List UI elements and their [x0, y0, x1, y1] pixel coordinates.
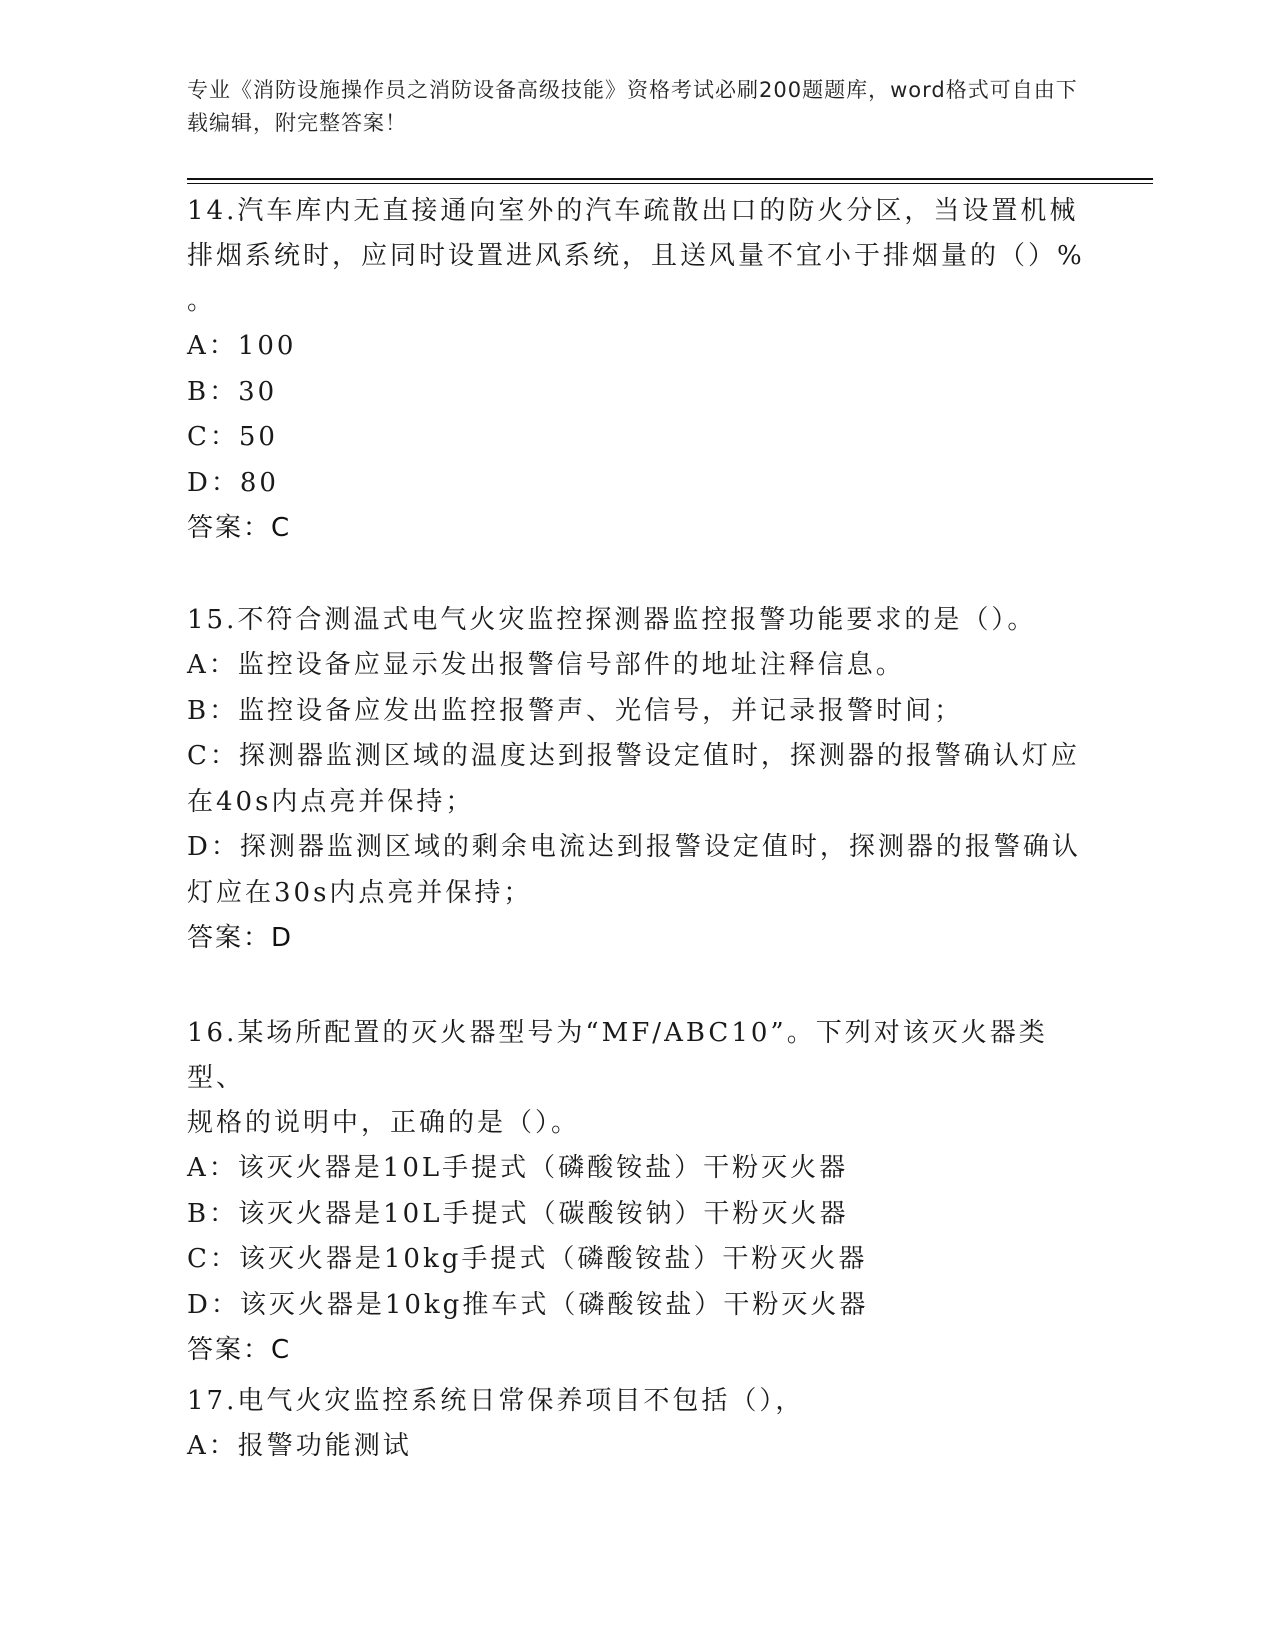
header-rule-thin	[187, 183, 1153, 184]
option-c: C：该灭火器是10kg手提式（磷酸铵盐）干粉灭火器	[187, 1244, 868, 1274]
option-a: A：该灭火器是10L手提式（磷酸铵盐）干粉灭火器	[187, 1153, 849, 1183]
option-a: A：监控设备应显示发出报警信号部件的地址注释信息。	[187, 650, 905, 680]
question-stem-line: 16.某场所配置的灭火器型号为“MF/ABC10”。下列对该灭火器类型、	[187, 1018, 1048, 1093]
document-header: 专业《消防设施操作员之消防设备高级技能》资格考试必刷200题题库，word格式可自由下载编辑，附完整答案！	[187, 78, 1078, 135]
question-14	[187, 189, 1087, 551]
header-rule-thick	[187, 178, 1153, 180]
option-b: B：该灭火器是10L手提式（碳酸铵钠）干粉灭火器	[187, 1198, 849, 1229]
option-b: B：监控设备应发出监控报警声、光信号，并记录报警时间；	[187, 695, 964, 726]
answer: 答案：C	[187, 513, 292, 543]
option-a: A：100	[187, 331, 297, 361]
option-d: D：80	[187, 467, 279, 498]
question-17	[187, 1379, 1087, 1470]
question-16	[187, 1011, 1087, 1373]
answer: 答案：C	[187, 1335, 292, 1365]
answer: 答案：D	[187, 923, 294, 953]
question-stem-line: 。	[187, 286, 217, 316]
option-c: C：探测器监测区域的温度达到报警设定值时，探测器的报警确认灯应在40s内点亮并保持；	[187, 741, 1080, 817]
question-stem-line: 17.电气火灾监控系统日常保养项目不包括（），	[187, 1386, 805, 1416]
question-stem-line: 排烟系统时，应同时设置进风系统，且送风量不宜小于排烟量的（）%	[187, 241, 1085, 271]
question-stem-line: 15.不符合测温式电气火灾监控探测器监控报警功能要求的是（）。	[187, 605, 1037, 635]
option-c: C：50	[187, 422, 278, 452]
question-stem-line: 规格的说明中，正确的是（）。	[187, 1108, 581, 1138]
question-stem-line: 14.汽车库内无直接通向室外的汽车疏散出口的防火分区，当设置机械	[187, 196, 1079, 226]
option-a: A：报警功能测试	[187, 1431, 412, 1461]
option-b: B：30	[187, 376, 278, 407]
question-15	[187, 598, 1087, 961]
option-d: D：探测器监测区域的剩余电流达到报警设定值时，探测器的报警确认灯应在30s内点亮并保持；	[187, 832, 1081, 908]
option-d: D：该灭火器是10kg推车式（磷酸铵盐）干粉灭火器	[187, 1289, 869, 1320]
